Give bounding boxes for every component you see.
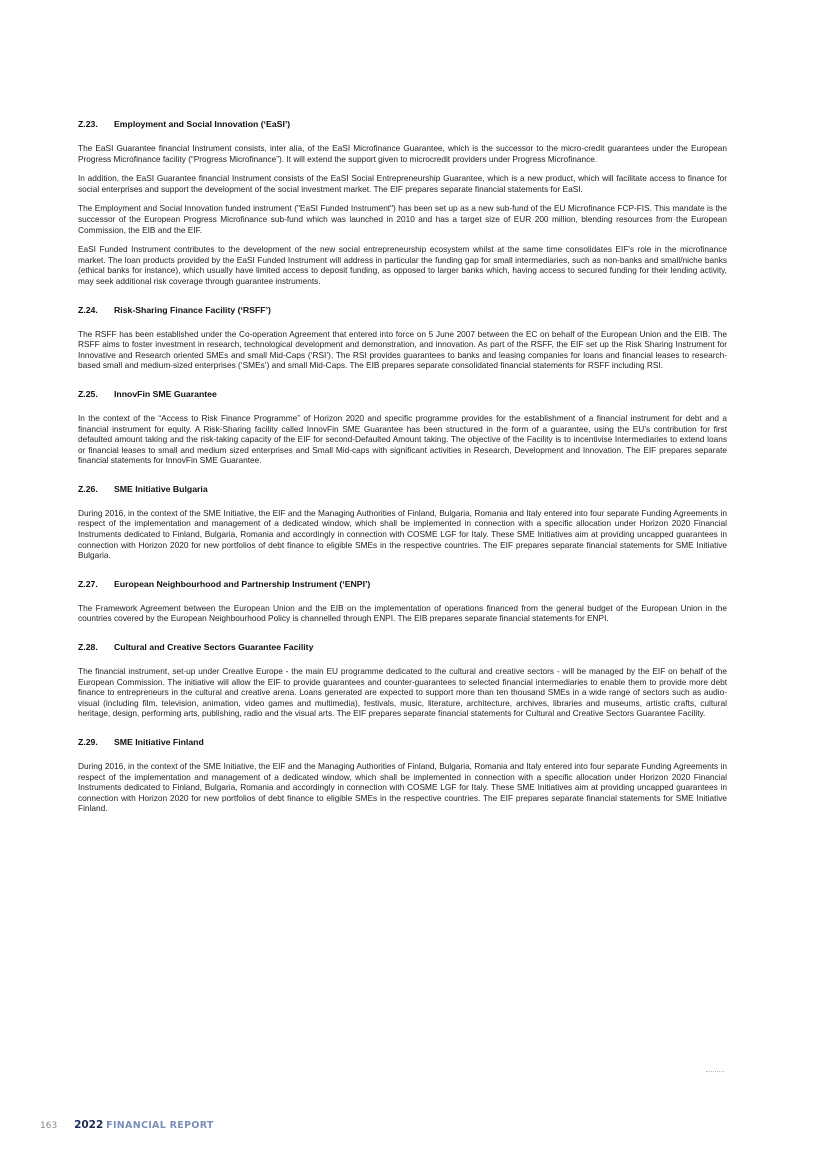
paragraph: The EaSI Guarantee financial Instrument consists, inter alia, of the EaSI Microfinance Guarantee, which is the successor to the micro-credit guarantees under the European Progress Microfinance facility (“Progress Microfinance”). It will extend the support given to microcredit providers under Progress Microfinance. [78,143,727,164]
section-z26 [78,484,727,561]
report-label: FINANCIAL REPORT [106,1120,214,1131]
section-number: Z.24. [78,304,98,315]
page-footer [40,1119,214,1131]
page-mark-divider [706,1071,724,1073]
section-z29 [78,737,727,814]
section-heading [78,737,727,748]
section-z25 [78,389,727,466]
section-number: Z.27. [78,578,98,589]
section-number: Z.26. [78,483,98,494]
section-title: Employment and Social Innovation (‘EaSI’) [114,119,291,129]
section-heading [78,389,727,400]
paragraph: EaSI Funded Instrument contributes to the development of the new social entrepreneurship ecosystem whilst at the same time consolidates EIF's role in the microfinance market. The loan products provided by the EaSI Funded Instrument will address in particular the funding gap for small intermediaries, such as non-banks and small/niche banks (ethical banks for instance), which usually have limited access to deposit funding, as opposed to larger banks which, having access to secured funding for their lending activity, may seek additional risk coverage through guarantee instruments. [78,244,727,286]
section-title: Cultural and Creative Sectors Guarantee Facility [114,642,314,653]
section-heading [78,305,727,316]
section-title: SME Initiative Bulgaria [114,483,208,494]
paragraph: The financial instrument, set-up under Creative Europe - the main EU programme dedicated to the cultural and creative sectors - will be managed by the EIF on behalf of the European Commission. The initiative will allow the EIF to provide guarantees and counter-guarantees to selected financial intermediaries to enable them to provide more debt finance to entrepreneurs in the cultural and creative arena. Loans generated are expected to support more than ten thousand SMEs in a wide range of sectors such as audio-visual (including film, television, animation, video games and multimedia), festivals, music, literature, architecture, archives, libraries and museums, artistic crafts, cultural heritage, design, performing arts, publishing, radio and the visual arts. The EIF prepares separate financial statements for Cultural and Creative Sectors Guarantee Facility. [78,666,727,719]
report-year: 2022 [74,1119,104,1131]
section-heading [78,119,727,130]
section-heading [78,642,727,653]
document-body [78,119,727,832]
paragraph: The Employment and Social Innovation funded instrument ("EaSI Funded Instrument") has been set up as a new sub-fund of the EU Microfinance FCP-FIS. This mandate is the successor of the European Progress Microfinance sub-fund which was launched in 2010 and has a target size of EUR 200 million, blending resources from the European Commission, the EIB and the EIF. [78,203,727,235]
paragraph: In the context of the “Access to Risk Finance Programme” of Horizon 2020 and specific programme provides for the establishment of a financial instrument for debt and a financial instrument for equity. A Risk-Sharing facility called InnovFin SME Guarantee has been structured in the form of a guarantee, using the EU’s contribution for first defaulted amount taking and the risk-taking capacity of the EIF for second-Defaulted Amount taking. The objective of the Facility is to incentivise Intermediaries to extend loans or financial leases to small and medium sized enterprises and Small Mid-caps with significant activities in Research, Development and Innovation. The EIF prepares separate financial statements for InnovFin SME Guarantee. [78,412,727,466]
paragraph: In addition, the EaSI Guarantee financial Instrument consists of the EaSI Social Entrepreneurship Guarantee, which is a new product, which will facilitate access to finance for social enterprises and support the development of the social investment market. The EIF prepares separate financial statements for EaSI. [78,173,727,194]
paragraph: During 2016, in the context of the SME Initiative, the EIF and the Managing Authorities of Finland, Bulgaria, Romania and Italy entered into four separate Funding Agreements in respect of the implementation and management of a dedicated window, which shall be implemented in connection with a specific allocation under Horizon 2020 Financial Instruments dedicated to Finland, Bulgaria, Romania and accordingly in connection with COSME LGF for Italy. These SME Initiatives aim at providing uncapped guarantees in connection with Horizon 2020 for new portfolios of debt finance to eligible SMEs in the respective countries. The EIF prepares separate financial statements for SME Initiative Finland. [78,761,727,814]
section-title: InnovFin SME Guarantee [114,388,217,399]
section-title: European Neighbourhood and Partnership Instrument (‘ENPI’) [114,578,371,589]
section-number: Z.28. [78,642,98,653]
section-number: Z.23. [78,119,98,129]
page-number: 163 [40,1121,58,1131]
section-z27 [78,579,727,624]
paragraph: The Framework Agreement between the European Union and the EIB on the implementation of operations financed from the general budget of the European Union in the countries covered by the European Neighbourhood Policy is channelled through ENPI. The EIB prepares separate financial statements for ENPI. [78,602,727,624]
section-z23 [78,119,727,287]
paragraph: The RSFF has been established under the Co-operation Agreement that entered into force on 5 June 2007 between the EC on behalf of the European Union and the EIB. The RSFF aims to foster investment in research, technological development and demonstration, and innovation. As part of the RSFF, the EIF set up the Risk Sharing Instrument for Innovative and Research oriented SMEs and small Mid-Caps (‘RSI’). The RSI provides guarantees to banks and leasing companies for loans and financial leases to research-based small and medium-sized enterprises (‘SMEs’) and small Mid-Caps. The EIB prepares separate consolidated financial statements for RSFF including RSI. [78,328,727,371]
section-number: Z.25. [78,388,98,399]
section-heading [78,484,727,495]
section-z24 [78,305,727,371]
section-number: Z.29. [78,737,98,747]
paragraph: During 2016, in the context of the SME Initiative, the EIF and the Managing Authorities of Finland, Bulgaria, Romania and Italy entered into four separate Funding Agreements in respect of the implementation and management of a dedicated window, which shall be implemented in connection with a specific allocation under Horizon 2020 Financial Instruments dedicated to Finland, Bulgaria, Romania and accordingly in connection with COSME LGF for Italy. These SME Initiatives aim at providing uncapped guarantees in connection with Horizon 2020 for new portfolios of debt finance to eligible SMEs in the respective countries. The EIF prepares separate financial statements for SME Initiative Bulgaria. [78,507,727,561]
section-title: SME Initiative Finland [114,737,204,747]
section-z28 [78,642,727,719]
section-title: Risk-Sharing Finance Facility (‘RSFF’) [114,304,271,315]
section-heading [78,579,727,590]
